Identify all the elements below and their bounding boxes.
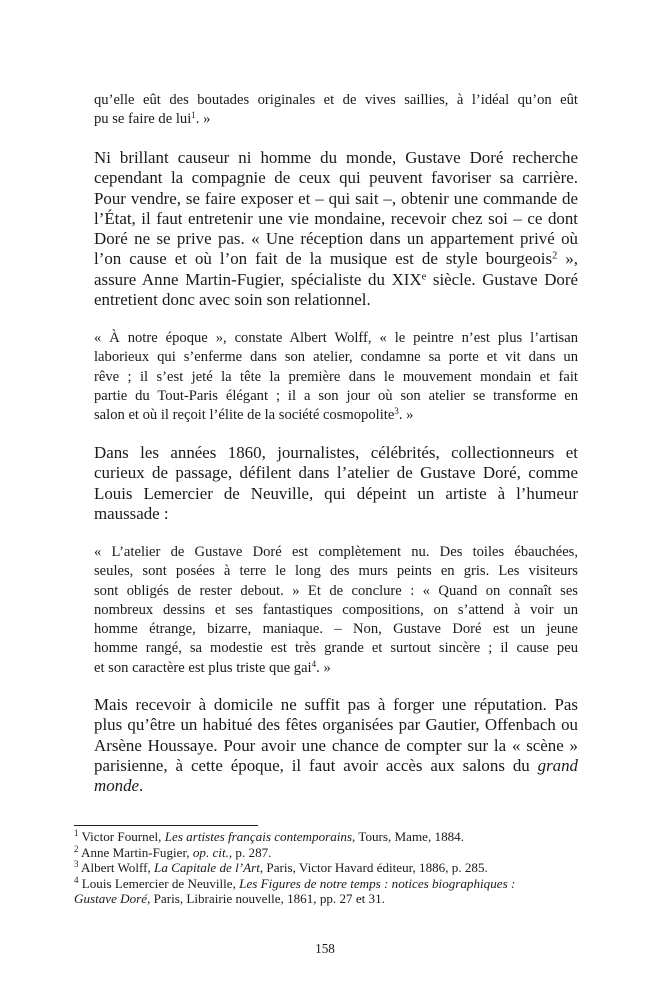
text-line: homme étrange, bizarre, maniaque. – Non, Gustave Doré est un jeune [94,621,578,638]
text-line: monde. [94,776,144,796]
text-line: Pour vendre, se faire exposer et – qui sait –, obtenir une commande de [94,188,578,208]
text-line: seules, sont posées à terre le long des murs peints en gris. Les visiteurs [94,563,578,580]
text-line: rêve ; il s’est jeté la tête la première dans le mouvement mondain et fait [94,368,578,385]
text-line: qu’elle eût des boutades originales et de vives saillies, à l’idéal qu’on eût [94,92,578,108]
footnote-1: $^1$ Victor Fournel, Les artistes français contemporains, Tours, Mame, 1884. [74,828,464,844]
century-superscript: e [421,271,427,283]
text-line: pu se faire de lui$^1$. » [94,110,211,128]
paragraph-salon-life [74,148,578,310]
text-line: Doré ne se prive pas. « Une réception dans un appartement privé où [94,229,578,249]
footnote-separator [74,825,258,826]
text-line: nombreux dessins et ses fantastiques compositions, on s’attend à voir un [94,601,578,618]
text-line: assure Anne Martin-Fugier, spécialiste du XIXe siècle. Gustave Doré [94,269,578,289]
footnote-4-continued: Gustave Doré, Paris, Librairie nouvelle, 1861, pp. 27 et 31. [74,891,385,907]
paragraph-atelier-visitors [74,443,578,524]
text-line: salon et où il reçoit l’élite de la société cosmopolite$^3$. » [94,406,414,424]
text-line: cependant la compagnie de ceux qui peuvent favoriser sa carrière. [94,168,578,188]
text-line: Louis Lemercier de Neuville, qui dépeint un artiste à l’humeur [94,483,578,503]
text-line: Mais recevoir à domicile ne suffit pas à forger une réputation. Pas [94,695,578,714]
text-line: Dans les années 1860, journalistes, célébrités, collectionneurs et [94,443,578,462]
block-quote-continued [94,91,578,130]
footnote-4: $^4$ Louis Lemercier de Neuville, Les Figures de notre temps : notices biographiques : [74,874,516,891]
footnote-ref: 2 [552,250,558,262]
text-line: Ni brillant causeur ni homme du monde, Gustave Doré recherche [94,148,578,167]
paragraph-reputation [74,695,578,796]
text-line: maussade : [94,503,169,523]
text-line: laborieux qui s’enferme dans son atelier, condamne sa porte et vit dans un [94,349,578,366]
italic-text: grand [537,755,578,775]
text-line: plus qu’être un habitué des fêtes organisées par Gautier, Offenbach ou [94,715,578,735]
footnote-ref: 3 [394,406,399,417]
block-quote-lemercier [94,543,578,678]
footnote-ref: 1 [191,110,196,121]
text-line: homme rangé, sa modestie est très grande et surtout sincère ; il cause peu [94,640,578,657]
text-line: et son caractère est plus triste que gai$^4$. » [94,658,331,676]
text-line: sont obligés de rester debout. » Et de conclure : « Quand on connaît ses [94,582,578,599]
footnotes [74,829,578,907]
text-line: l’État, il faut entretenir une vie mondaine, recevoir chez soi – ce dont [94,208,578,228]
text-line: l’on cause et où l’on fait de la musique est de style bourgeois$^2$ », [94,249,579,269]
footnote-ref: 4 [311,658,317,669]
text-line: parisienne, à cette époque, il faut avoir accès aux salons du grand [94,755,578,775]
text-line: Arsène Houssaye. Pour avoir une chance de compter sur la « scène » [94,735,578,755]
italic-text: monde [94,776,140,796]
text-line: partie du Tout-Paris élégant ; il a son jour où son atelier se transforme en [94,387,578,404]
page-number: 158 [315,941,335,956]
text-line: « À notre époque », constate Albert Wolff, « le peintre n’est plus l’artisan [94,330,578,346]
footnote-2: $^2$ Anne Martin-Fugier, op. cit., p. 287. [74,843,272,860]
block-quote-wolff [94,329,578,425]
text-line: « L’atelier de Gustave Doré est complètement nu. Des toiles ébauchées, [94,544,578,560]
text-line: entretient donc avec soin son relationnel. [94,290,371,310]
text-line: curieux de passage, défilent dans l’atelier de Gustave Doré, comme [94,463,578,483]
footnote-3: $^3$ Albert Wolff, La Capitale de l’Art, Paris, Victor Havard éditeur, 1886, p. 285. [74,859,488,876]
